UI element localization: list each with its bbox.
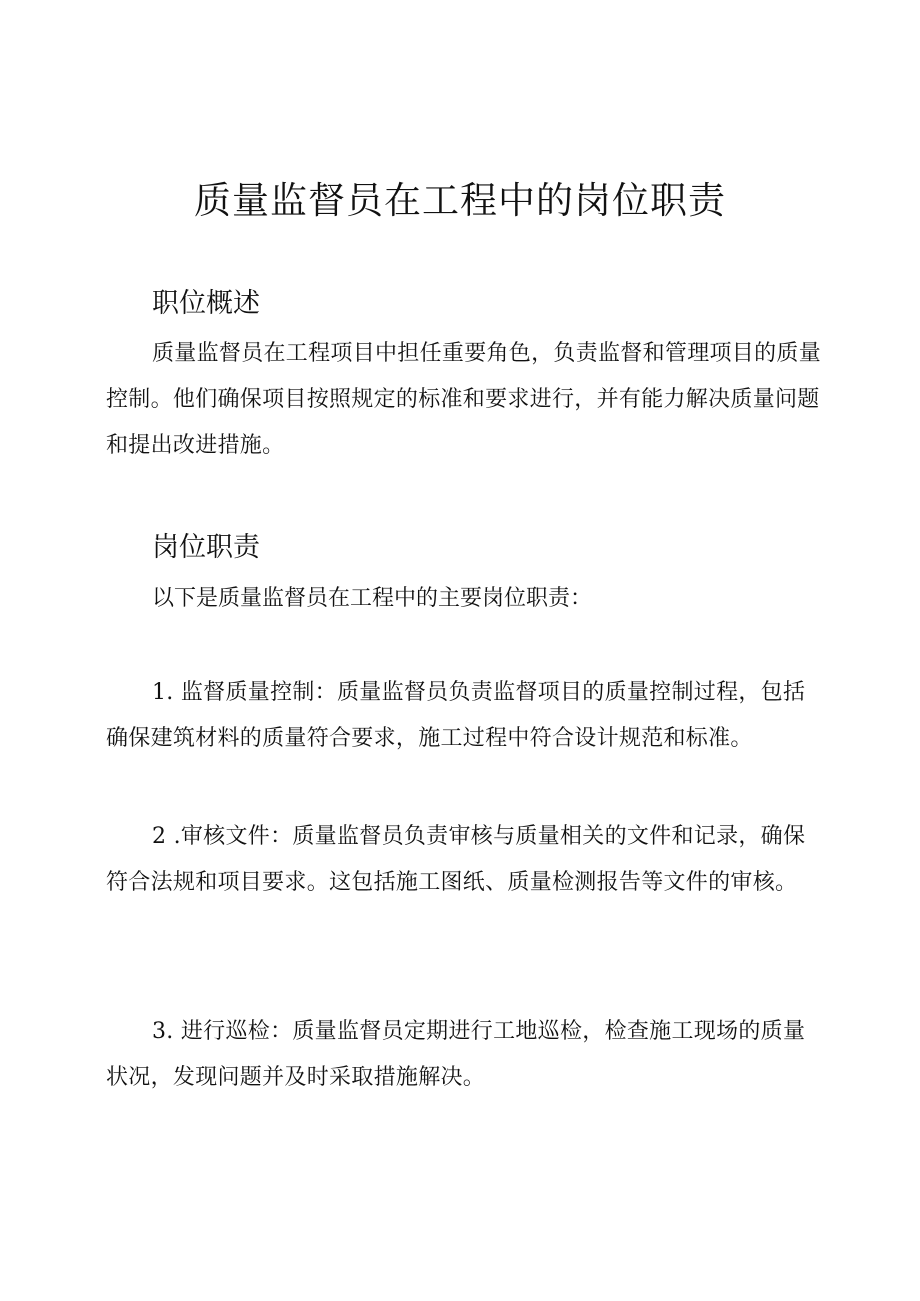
section-heading-duties: 岗位职责 bbox=[152, 532, 260, 563]
section-heading-overview: 职位概述 bbox=[152, 288, 260, 319]
overview-paragraph: 质量监督员在工程项目中担任重要角色，负责监督和管理项目的质量控制。他们确保项目按照规定的标准和要求进行，并有能力解决质量问题和提出改进措施。 bbox=[106, 341, 822, 458]
duty-item-1: 1. 监督质量控制：质量监督员负责监督项目的质量控制过程，包括确保建筑材料的质量符合要求，施工过程中符合设计规范和标准。 bbox=[106, 680, 806, 751]
duty-item-3: 3. 进行巡检：质量监督员定期进行工地巡检，检查施工现场的质量状况，发现问题并及时采取措施解决。 bbox=[106, 1019, 806, 1090]
duty-item-2: 2 .审核文件：质量监督员负责审核与质量相关的文件和记录，确保符合法规和项目要求。这包括施工图纸、质量检测报告等文件的审核。 bbox=[106, 824, 806, 895]
duties-intro: 以下是质量监督员在工程中的主要岗位职责： bbox=[152, 586, 593, 611]
document-title: 质量监督员在工程中的岗位职责 bbox=[194, 179, 726, 222]
